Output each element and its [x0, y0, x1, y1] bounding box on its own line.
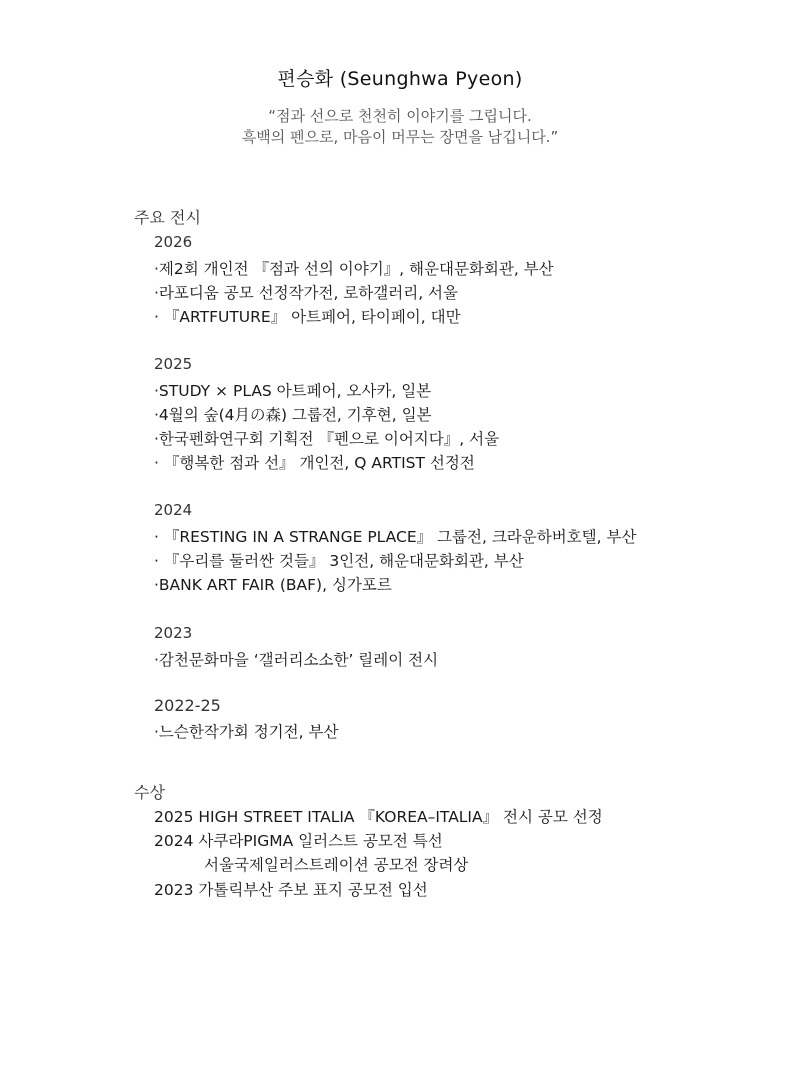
exhibition-item: ·한국펜화연구회 기획전 『펜으로 이어지다』, 서울 — [154, 430, 500, 448]
exhibition-item: · 『RESTING IN A STRANGE PLACE』 그룹전, 크라운하버호텔, 부산 — [154, 528, 637, 546]
exhibition-item: ·라포디움 공모 선정작가전, 로하갤러리, 서울 — [154, 284, 459, 302]
exhibitions-heading: 주요 전시 — [134, 208, 201, 227]
award-item: 2024 사쿠라PIGMA 일러스트 공모전 특선 — [154, 832, 443, 850]
statement-line: 흑백의 펜으로, 마음이 머무는 장면을 남깁니다.” — [241, 128, 559, 146]
statement-line: “점과 선으로 천천히 이야기를 그립니다. — [268, 107, 532, 125]
exhibition-item: · 『우리를 둘러싼 것들』 3인전, 해운대문화회관, 부산 — [154, 552, 524, 570]
exhibition-item: ·BANK ART FAIR (BAF), 싱가포르 — [154, 576, 392, 594]
page-title: 편승화 (Seunghwa Pyeon) — [277, 68, 523, 90]
awards-heading: 수상 — [134, 783, 165, 802]
award-item: 2025 HIGH STREET ITALIA 『KOREA–ITALIA』 전시 공모 선정 — [154, 808, 603, 826]
exhibition-item: · 『행복한 점과 선』 개인전, Q ARTIST 선정전 — [154, 454, 475, 472]
exhibition-item: · 『ARTFUTURE』 아트페어, 타이페이, 대만 — [154, 308, 461, 326]
year-label: 2022-25 — [154, 696, 221, 715]
exhibition-item: ·제2회 개인전 『점과 선의 이야기』, 해운대문화회관, 부산 — [154, 260, 554, 278]
year-label: 2023 — [154, 624, 193, 642]
award-item: 서울국제일러스트레이션 공모전 장려상 — [204, 856, 469, 874]
year-label: 2026 — [154, 233, 193, 251]
exhibition-item: ·STUDY × PLAS 아트페어, 오사카, 일본 — [154, 382, 432, 400]
award-item: 2023 가톨릭부산 주보 표지 공모전 입선 — [154, 881, 428, 899]
artist-statement — [0, 106, 800, 148]
exhibition-item: ·4월의 숲(4月の森) 그룹전, 기후현, 일본 — [154, 406, 432, 424]
year-label: 2024 — [154, 501, 193, 519]
exhibition-item: ·감천문화마을 ‘갤러리소소한’ 릴레이 전시 — [154, 651, 439, 669]
exhibition-item: ·느슨한작가회 정기전, 부산 — [154, 723, 339, 741]
year-label: 2025 — [154, 355, 193, 373]
